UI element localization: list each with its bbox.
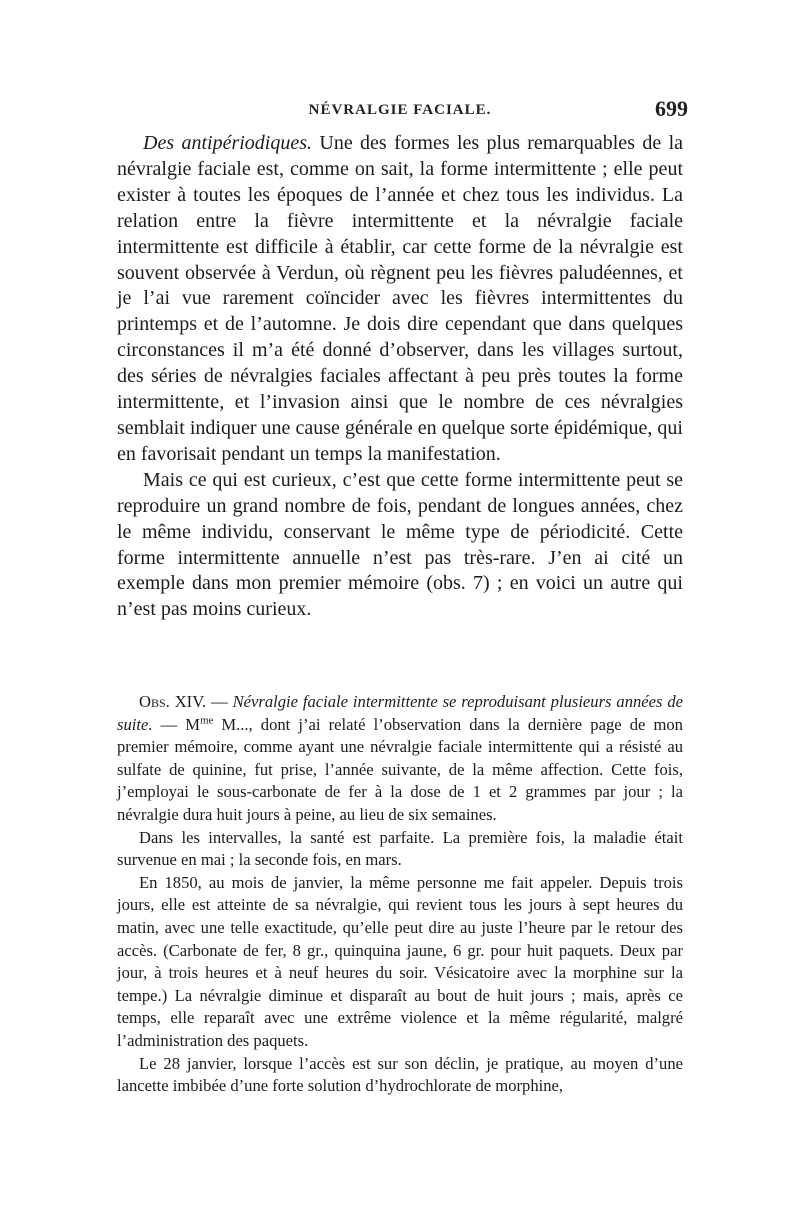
observation-paragraph-4: Le 28 janvier, lorsque l’accès est sur son déclin, je pratique, au moyen d’une lancette imbibée d’une forte solution d’hydrochlorate de morphine, (117, 1053, 683, 1096)
paragraph-curieux (117, 468, 683, 623)
observation-paragraph-2: Dans les intervalles, la santé est parfaite. La première fois, la maladie était survenue en mai ; la seconde fois, en mars. (117, 827, 683, 870)
observation-title: Névralgie faciale intermittente se reproduisant plusieurs années de suite. (117, 692, 684, 734)
observation-label: Obs. XIV. (139, 692, 207, 711)
paragraph-text: Une des formes les plus remarquables de la névralgie faciale est, comme on sait, la forme intermittente ; elle peut exister à toutes les époques de l’année et chez tous les individus. La relation entre la fièvre intermittente et la névralgie faciale intermittente est difficile à établir, car cette forme de la névralgie est souvent observée à Verdun, où règnent peu les fièvres paludéennes, et je l’ai vue rarement coïncider avec les fièvres intermittentes du printemps et de l’automne. Je dois dire cependant que dans quelques circonstances il m’a été donné d’observer, dans les villages surtout, des séries de névralgies faciales affectant à peu près toutes la forme intermittente, et l’invasion ainsi que le nombre de ces névralgies semblait indiquer une cause générale en quelque sorte épidémique, qui en favorisait pendant un temps la manifestation. (117, 132, 683, 465)
page-number: 699 (655, 96, 688, 121)
section-heading: Des antipériodiques. (143, 132, 313, 154)
paragraph-text: Mais ce qui est curieux, c’est que cette forme intermittente peut se reproduire un grand nombre de fois, pendant de longues années, chez le même individu, conservant le même type de périodicité. Cette forme intermittente annuelle n’est pas très-rare. J’en ai cité un exemple dans mon premier mémoire (obs. 7) ; en voici un autre qui n’est pas moins curieux. (117, 468, 683, 621)
observation-title-sup: me (200, 714, 214, 727)
page-header (0, 96, 800, 132)
observation-text (117, 691, 683, 1098)
observation-patient-text: M..., dont j’ai relaté l’observation dans la dernière page de mon premier mémoire, comme ayant une névralgie faciale intermittente qui a résisté au sulfate de quinine, fut prise, l’année suivante, de la même affection. Cette fois, j’employai le sous-carbonate de fer à la dose de 1 et 2 grammes par jour ; la névralgie dura huit jours à peine, au lieu de six semaines. (117, 714, 683, 824)
main-text (117, 131, 683, 623)
observation-dash: — (206, 692, 233, 711)
paragraph-antiperiodiques (117, 131, 683, 468)
observation-paragraph-3: En 1850, au mois de janvier, la même personne me fait appeler. Depuis trois jours, elle est atteinte de sa névralgie, qui revient tous les jours à sept heures du matin, avec une telle exactitude, qu’elle peut dire au juste l’heure par le retour des accès. (Carbonate de fer, 8 gr., quinquina jaune, 6 gr. pour huit paquets. Deux par jour, à trois heures et à neuf heures du soir. Vésicatoire avec la morphine sur la tempe.) La névralgie diminue et disparaît au bout de huit jours ; mais, après ce temps, elle reparaît avec une extrême violence et la même régularité, malgré l’administration des paquets. (117, 872, 683, 1050)
observation-dash-2: — M (152, 714, 201, 734)
observation-paragraph (117, 691, 683, 827)
running-title: NÉVRALGIE FACIALE. (308, 102, 492, 118)
